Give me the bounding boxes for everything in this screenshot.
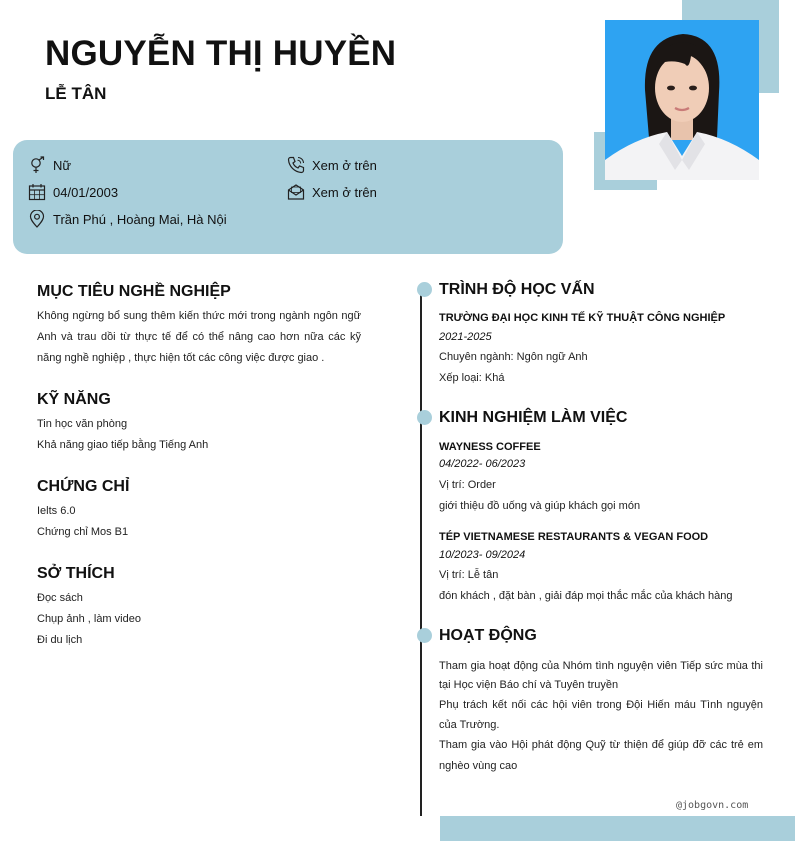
timeline-line	[420, 292, 422, 816]
education-rank: Xếp loại: Khá	[439, 372, 505, 384]
experience-title: KINH NGHIỆM LÀM VIỆC	[439, 409, 628, 426]
address-text: Trần Phú , Hoàng Mai, Hà Nội	[53, 211, 227, 227]
personal-info-box	[13, 140, 563, 254]
dob-text: 04/01/2003	[53, 184, 119, 200]
info-gender	[28, 156, 71, 174]
timeline-dot	[417, 410, 432, 425]
activities-title: HOẠT ĐỘNG	[439, 627, 537, 644]
education-major: Chuyên ngành: Ngôn ngữ Anh	[439, 351, 588, 363]
watermark: @jobgovn.com	[676, 800, 749, 811]
job-role: Vị trí: Lễ tân	[439, 569, 499, 581]
info-dob	[28, 183, 118, 201]
skill-item: Khả năng giao tiếp bằng Tiếng Anh	[37, 439, 209, 451]
job-company: TÉP VIETNAMESE RESTAURANTS & VEGAN FOOD	[439, 531, 709, 543]
candidate-position: LỄ TÂN	[45, 84, 107, 103]
email-text: Xem ở trên	[312, 184, 377, 200]
timeline-dot	[417, 282, 432, 297]
phone-icon	[287, 156, 305, 174]
education-period: 2021-2025	[439, 331, 492, 343]
hobby-item: Chụp ảnh , làm video	[37, 613, 141, 625]
job-company: WAYNESS COFFEE	[439, 441, 541, 453]
info-phone	[287, 156, 377, 174]
activity-item: Tham gia hoạt động của Nhóm tình nguyện viên Tiếp sức mùa thi tại Học viện Báo chí và Tuyên truyền	[439, 660, 763, 691]
certificate-item: Chứng chỉ Mos B1	[37, 526, 129, 538]
activity-item: Tham gia vào Hội phát động Quỹ từ thiện để giúp đỡ các trẻ em nghèo vùng cao	[439, 739, 763, 772]
activity-item: Phụ trách kết nối các hội viên trong Đội Hiến máu Tình nguyện của Trường.	[439, 699, 763, 731]
portrait-illustration	[605, 20, 759, 180]
location-icon	[28, 210, 46, 228]
education-title: TRÌNH ĐỘ HỌC VẤN	[439, 281, 595, 298]
job-period: 10/2023- 09/2024	[439, 549, 526, 561]
calendar-icon	[28, 183, 46, 201]
decorative-block-bottom	[440, 816, 795, 841]
job-role: Vị trí: Order	[439, 479, 496, 491]
skills-title: KỸ NĂNG	[37, 391, 111, 408]
gender-icon	[28, 156, 46, 174]
profile-photo	[605, 20, 759, 180]
hobby-item: Đi du lịch	[37, 634, 83, 646]
job-description: đón khách , đặt bàn , giải đáp mọi thắc mắc của khách hàng	[439, 590, 733, 602]
timeline-dot	[417, 628, 432, 643]
school-name: TRƯỜNG ĐẠI HỌC KINH TẾ KỸ THUẬT CÔNG NGHIỆP	[439, 312, 726, 324]
skill-item: Tin học văn phòng	[37, 418, 128, 430]
certificate-item: Ielts 6.0	[37, 505, 76, 517]
objective-title: MỤC TIÊU NGHỀ NGHIỆP	[37, 283, 231, 300]
candidate-name: NGUYỄN THỊ HUYỀN	[45, 34, 397, 73]
job-description: giới thiệu đồ uống và giúp khách gọi món	[439, 500, 641, 512]
info-email	[287, 183, 377, 201]
certificates-title: CHỨNG CHỈ	[37, 478, 130, 495]
objective-text: Không ngừng bổ sung thêm kiến thức mới trong ngành ngôn ngữ Anh và trau dồi từ thực tế để có thể nâng cao hơn nữa các kỹ năng nghề nghiệp , thực hiện tốt các công việc được giao .	[37, 310, 361, 364]
gender-text: Nữ	[53, 157, 72, 173]
job-period: 04/2022- 06/2023	[439, 458, 526, 470]
hobbies-title: SỞ THÍCH	[37, 565, 115, 582]
phone-text: Xem ở trên	[312, 157, 377, 173]
email-icon	[287, 183, 305, 201]
info-address	[28, 210, 227, 228]
hobby-item: Đọc sách	[37, 592, 83, 604]
